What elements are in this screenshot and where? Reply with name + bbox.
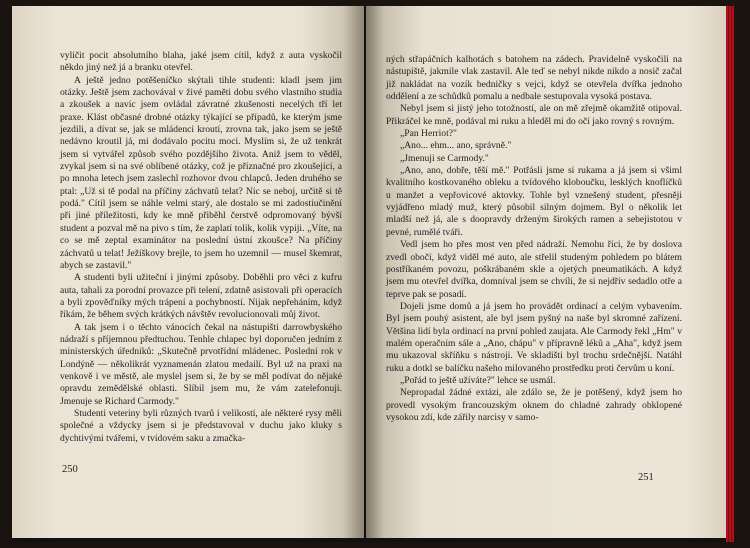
paragraph: vyličit pocit absolutního blaha, jaké jsem cítil, když z auta vyskočil někdo jiný než já a branku otevřel. [60, 50, 342, 74]
right-page [366, 6, 728, 538]
left-page-text [60, 50, 342, 445]
paragraph: Nebyl jsem si jistý jeho totožností, ale on mě zřejmě okamžitě otipoval. Přikráčel ke mně, podával mi ruku a hleděl mi do očí jako rovný s rovným. [386, 103, 682, 127]
paragraph: „Ano, ano, dobře, těší mě." Potřásli jsme si rukama a já jsem si všiml kvalitního kostkovaného obleku a tvídového kloboučku, lesklých knoflíčků u manžet a vepřovicové aktovky. Tohle byl vznešený student, přesněji vyjádřeno mladý muž, který působil silným dojmem. Byl o několik let mladší než já, ale s doopravdy drženým širokých ramen a sebejistotou v pevné, rumělé tváři. [386, 165, 682, 238]
left-page [12, 6, 364, 538]
paragraph: A ještě jedno potěšeníčko skýtali tihle studenti: kladl jsem jim otázky. Ještě jsem zachovával v živé paměti dobu svého vlastního studia a zkoušek a navíc jsem ovládal závratné zkušenosti necelých tří let praxe. Klást občasné drobné otázky týkající se případů, ke kterým jsme jezdili, a dívat se, jak se mládenci kroutí, zrovna tak, jako jsem se ještě nedávno kroutil já, mi dodávalo pocitu moci. Myslím si, že už tenkrát jsem si vytvářel způsob svého pozdějšího života. Aniž jsem to věděl, zvykal jsem si na své oblíbené otázky, což je příznačné pro zkoušející, a po mnoha letech jsem zaslechl rozhovor dvou chlapců. Jeden druhého se ptal: „Už si tě podal na příčiny záchvatů telat? Nic se neboj, určitě si tě podá." Cítil jsem se náhle velmi starý, ale dostalo se mi zadostiučinění při jiné příležitosti, kdy ke mně přiběhl čerstvě odpromovaný bývší student a pozval mě na pivo s tím, že zaplatí tolik, kolik vypiji. „Víte, na co se mě zeptal examinátor na poslední ústní zkoušce? Na příčiny záchvatů u telat! Ježíškovy brejle, to jsem ho uzemnil — musel škemrat, abych se zastavil." [60, 74, 342, 271]
paragraph: Dojeli jsme domů a já jsem ho provádět ordinací a celým vybavením. Byl jsem pouhý asistent, ale byl jsem pyšný na naše byl skromné zařízení. Většina lidí byla ordinací na první pohled zaujata. Ale Carmody řekl „Hm" v malém operačním sále a „Ano, chápu" v přípravně léků a „Aha", když jsem mu ukazoval skříňku s nástroji. Ve skladišti byl trochu srdečnější. Natáhl ruku a dotkl se balíčku našeho milovaného prostředku proti červům u koní. [386, 300, 682, 374]
page-number-right: 251 [638, 472, 654, 483]
paragraph: ných střapáčních kalhotách s batohem na zádech. Pravidelně vyskočili na nástupiště, jakmile vlak zastavil. Ale teď se nebyl nikde nikdo a nosič začal již nakládat na vozík bedničky s vejci, když se otevřela dvířka jednoho oddělení a ze schůdků pomalu a nedbale sestupovala vysoká postava. [386, 54, 682, 103]
paragraph: Nepropadal žádné extázi, ale zdálo se, že je potěšený, když jsem ho provedl vysokým francouzským oknem do chladné zahrady obklopené vysokou zdí, kde zářily narcisy v samo- [386, 387, 682, 423]
page-edge-red [726, 6, 734, 542]
paragraph: Vedl jsem ho přes most ven před nádraží. Nemohu říci, že by doslova zvedl obočí, když viděl mé auto, ale střelil studeným pohledem po blátem postříkaném povozu, poškrábaném skle a ojetých pneumatikách. A když jsem mu otevřel dvířka, domníval jsem se chvíli, že si nejdřív sedadlo otře a teprve pak se posadí. [386, 239, 682, 300]
right-page-text [386, 54, 682, 424]
paragraph: A studenti byli užiteční i jinými způsoby. Doběhli pro věci z kufru auta, tahali za porodní provazce při telení, zdatně asistovali při operacích a byli zpověďníky mých trápení a pochybností. Nijak nepřeháním, když říkám, že během svých krátkých návštěv revolucionovali můj život. [60, 272, 342, 321]
page-number-left: 250 [62, 464, 78, 475]
paragraph: Studenti veteriny byli různých tvarů i velikostí, ale některé rysy měli společné a vždycky jsem si je představoval v duchu jako kluky s dychtivými tvářemi, v tvídovém saku a zmačka- [60, 407, 342, 444]
dialogue-line: „Pan Herriot?" [400, 128, 457, 140]
dialogue-line: „Ano... ehm... ano, správně." [400, 140, 512, 152]
paragraph: A tak jsem i o těchto vánocích čekal na nástupišti darrowbyského nádraží s příjemnou předtuchou. Tenhle chlapec byl doporučen jedním z ministerských úředníků: „Skutečně prvotřídní mládenec. Poslední rok v Londýně — několikrát vyznamenán zlatou medailí. Byl už na praxi na venkově i ve městě, ale myslel jsem si, že by se měl podívat do nějaké opravdu zemědělské oblasti. Slíbil jsem mu, že vám zatelefonuji. Jmenuje se Richard Carmody." [60, 321, 342, 407]
open-book [12, 6, 734, 542]
dialogue-line: „Jmenuji se Carmody." [400, 152, 489, 164]
dialogue-line: „Pořád to ještě užíváte?" lehce se usmál. [400, 374, 556, 386]
